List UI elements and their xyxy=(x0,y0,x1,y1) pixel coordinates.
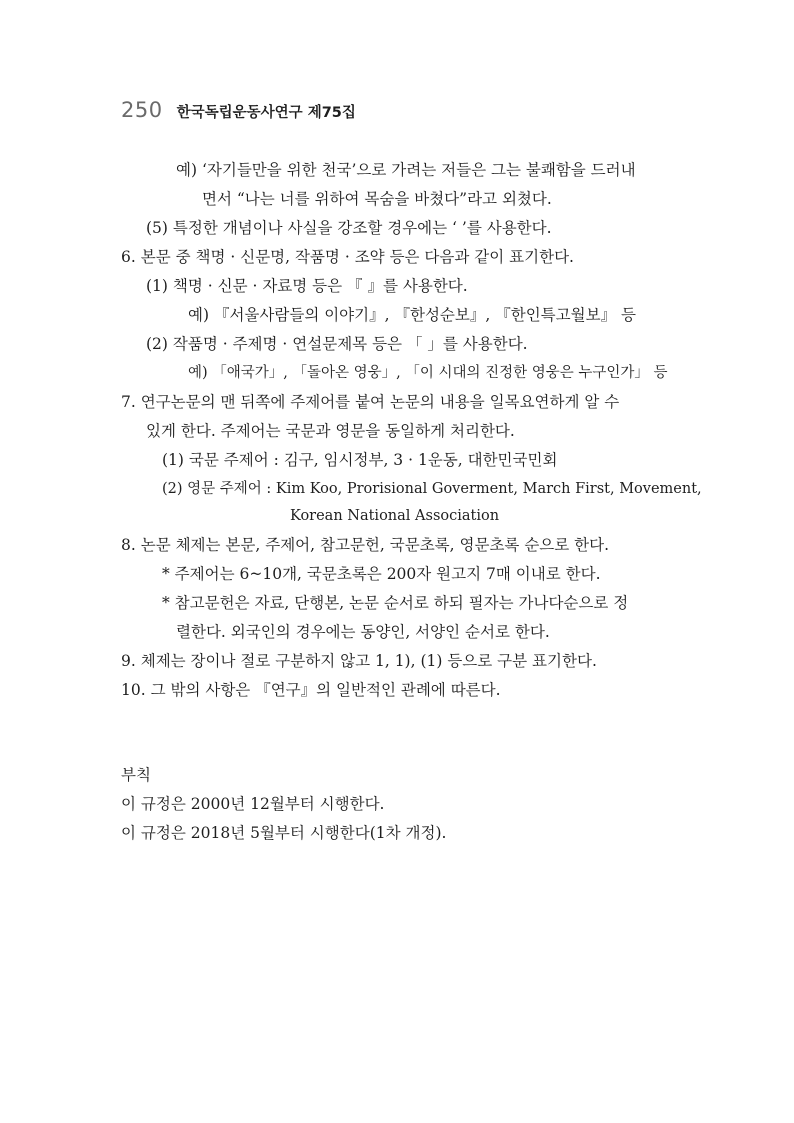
rule-8-note-1: * 주제어는 6~10개, 국문초록은 200자 원고지 7매 이내로 한다. xyxy=(162,565,601,583)
page-number: 250 xyxy=(121,98,163,122)
supplement-line-1: 이 규정은 2000년 12월부터 시행한다. xyxy=(121,795,385,813)
rule-6-2-example: 예) 「애국가」, 「돌아온 영웅」, 「이 시대의 진정한 영웅은 누구인가」 등 xyxy=(188,365,668,381)
example-line-1-cont: 면서 “나는 너를 위하여 목숨을 바쳤다”라고 외쳤다. xyxy=(202,190,552,208)
rule-10: 10. 그 밖의 사항은 『연구』의 일반적인 관례에 따른다. xyxy=(121,681,501,699)
rule-7-1: (1) 국문 주제어 : 김구, 임시정부, 3 · 1운동, 대한민국민회 xyxy=(162,451,558,469)
journal-title: 한국독립운동사연구 제75집 xyxy=(176,105,356,121)
rule-6-2: (2) 작품명 · 주제명 · 연설문제목 등은 「 」를 사용한다. xyxy=(146,335,528,353)
rule-7: 7. 연구논문의 맨 뒤쪽에 주제어를 붙여 논문의 내용을 일목요연하게 알 수 xyxy=(121,393,620,411)
rule-9: 9. 체제는 장이나 절로 구분하지 않고 1, 1), (1) 등으로 구분 표기한다. xyxy=(121,652,597,670)
page-header xyxy=(121,98,356,128)
rule-7-cont: 있게 한다. 주제어는 국문과 영문을 동일하게 처리한다. xyxy=(146,422,515,440)
rule-8-note-2-cont: 렬한다. 외국인의 경우에는 동양인, 서양인 순서로 한다. xyxy=(176,623,550,641)
rule-5-5: (5) 특정한 개념이나 사실을 강조할 경우에는 ‘ ’를 사용한다. xyxy=(146,219,552,237)
rule-7-2-cont: Korean National Association xyxy=(290,508,500,524)
rule-6-1-example: 예) 『서울사람들의 이야기』, 『한성순보』, 『한인특고월보』 등 xyxy=(188,306,636,324)
rule-6-1: (1) 책명 · 신문 · 자료명 등은 『 』를 사용한다. xyxy=(146,277,468,295)
rule-7-2: (2) 영문 주제어 : Kim Koo, Prorisional Goverment, March First, Movement, xyxy=(162,481,702,497)
rule-8: 8. 논문 체제는 본문, 주제어, 참고문헌, 국문초록, 영문초록 순으로 한다. xyxy=(121,536,610,554)
supplement-line-2: 이 규정은 2018년 5월부터 시행한다(1차 개정). xyxy=(121,824,447,842)
supplement-heading: 부칙 xyxy=(121,766,151,784)
rule-8-note-2: * 참고문헌은 자료, 단행본, 논문 순서로 하되 필자는 가나다순으로 정 xyxy=(162,594,629,612)
rule-6: 6. 본문 중 책명 · 신문명, 작품명 · 조약 등은 다음과 같이 표기한다. xyxy=(121,248,574,266)
example-line-1: 예) ‘자기들만을 위한 천국’으로 가려는 저들은 그는 불쾌함을 드러내 xyxy=(176,161,636,179)
